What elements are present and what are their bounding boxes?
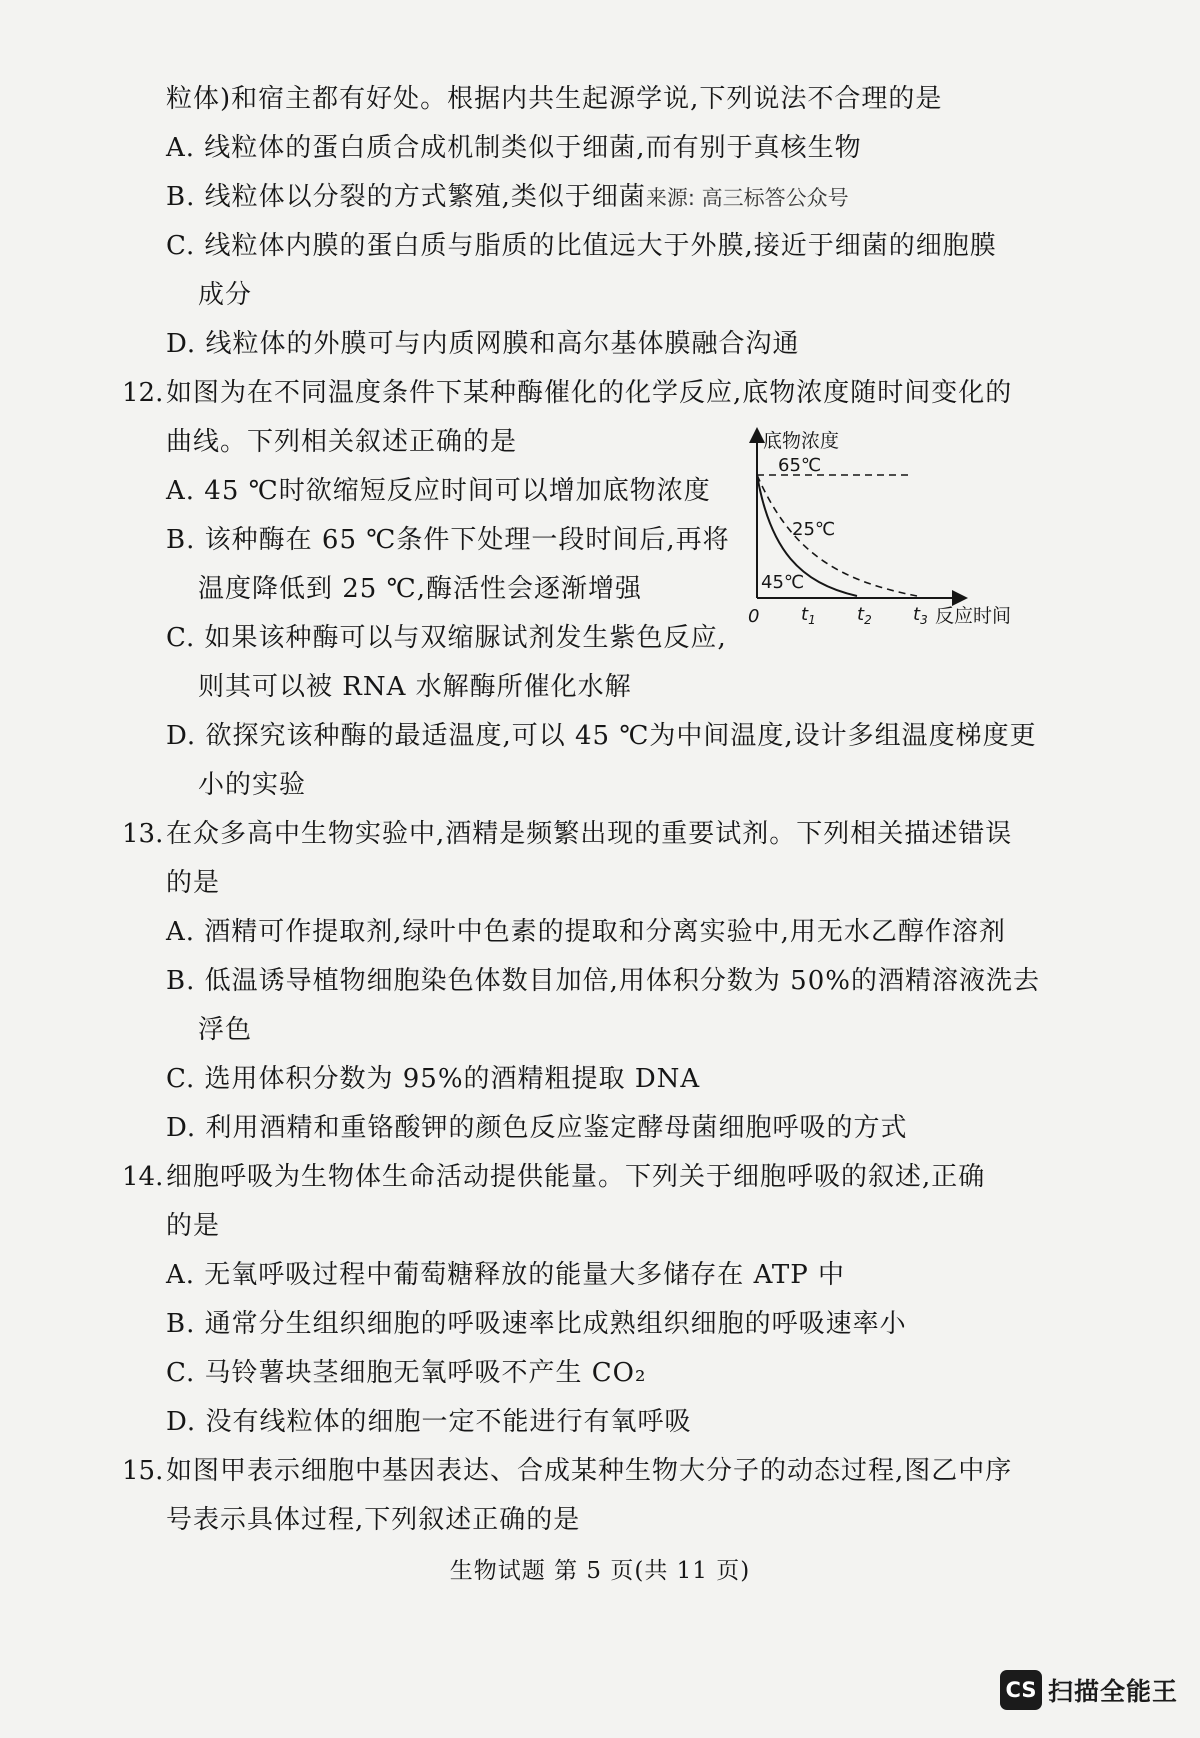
q15-number: 15.: [122, 1456, 164, 1486]
q12-stem-line1: 如图为在不同温度条件下某种酶催化的化学反应,底物浓度随时间变化的: [166, 378, 1013, 408]
source-note: 来源: 高三标答公众号: [645, 186, 849, 210]
y-axis-label: 底物浓度: [763, 430, 840, 452]
q15-stem-line2: 号表示具体过程,下列叙述正确的是: [166, 1505, 581, 1535]
q15-stem-line1: 如图甲表示细胞中基因表达、合成某种生物大分子的动态过程,图乙中序: [166, 1456, 1013, 1486]
q11-option-c-line2: 成分: [198, 280, 253, 310]
q11-option-c-line1: C. 线粒体内膜的蛋白质与脂质的比值远大于外膜,接近于细菌的细胞膜: [166, 231, 997, 261]
q13-option-a: A. 酒精可作提取剂,绿叶中色素的提取和分离实验中,用无水乙醇作溶剂: [166, 917, 1006, 947]
q12-number: 12.: [122, 378, 164, 408]
q14-option-b: B. 通常分生组织细胞的呼吸速率比成熟组织细胞的呼吸速率小: [166, 1309, 907, 1339]
q11-stem-continued: 粒体)和宿主都有好处。根据内共生起源学说,下列说法不合理的是: [166, 84, 943, 114]
q13-stem-line2: 的是: [166, 868, 221, 898]
q11-option-d: D. 线粒体的外膜可与内质网膜和高尔基体膜融合沟通: [166, 329, 800, 359]
label-25c: 25℃: [792, 519, 836, 540]
scanner-watermark-text: 扫描全能王: [1048, 1677, 1179, 1706]
q14-option-c: C. 马铃薯块茎细胞无氧呼吸不产生 CO₂: [166, 1358, 647, 1388]
x-axis-label: 反应时间: [935, 605, 1012, 627]
q12-option-a: A. 45 ℃时欲缩短反应时间可以增加底物浓度: [166, 476, 711, 506]
q13-option-b-line2: 浮色: [198, 1015, 253, 1045]
q12-option-b-line2: 温度降低到 25 ℃,酶活性会逐渐增强: [198, 574, 642, 604]
q12-option-c-line1: C. 如果该种酶可以与双缩脲试剂发生紫色反应,: [166, 623, 727, 653]
scanner-watermark: [1000, 1670, 1178, 1710]
q11-option-b: B. 线粒体以分裂的方式繁殖,类似于细菌来源: 高三标答公众号: [166, 182, 849, 212]
tick-t2: $t_2$: [857, 604, 872, 627]
tick-t1: $t_1$: [801, 604, 816, 627]
q12-stem-line2: 曲线。下列相关叙述正确的是: [166, 427, 518, 457]
q13-option-d: D. 利用酒精和重铬酸钾的颜色反应鉴定酵母菌细胞呼吸的方式: [166, 1113, 908, 1143]
q12-option-c-line2: 则其可以被 RNA 水解酶所催化水解: [198, 672, 632, 702]
page-footer: 生物试题 第 5 页(共 11 页): [449, 1558, 751, 1584]
q12-option-d-line1: D. 欲探究该种酶的最适温度,可以 45 ℃为中间温度,设计多组温度梯度更: [166, 721, 1037, 751]
origin-label: 0: [748, 606, 760, 627]
label-45c: 45℃: [761, 572, 805, 593]
q14-option-a: A. 无氧呼吸过程中葡萄糖释放的能量大多储存在 ATP 中: [166, 1260, 846, 1290]
q14-stem-line1: 细胞呼吸为生物体生命活动提供能量。下列关于细胞呼吸的叙述,正确: [166, 1162, 986, 1192]
q12-option-d-line2: 小的实验: [198, 770, 307, 800]
q14-number: 14.: [122, 1162, 164, 1192]
q12-option-b-line1: B. 该种酶在 65 ℃条件下处理一段时间后,再将: [166, 525, 730, 555]
q11-option-a: A. 线粒体的蛋白质合成机制类似于细菌,而有别于真核生物: [166, 133, 862, 163]
label-65c: 65℃: [778, 455, 822, 476]
q14-option-d: D. 没有线粒体的细胞一定不能进行有氧呼吸: [166, 1407, 692, 1437]
q13-option-c: C. 选用体积分数为 95%的酒精粗提取 DNA: [166, 1064, 701, 1094]
tick-t3: $t_3$: [913, 604, 928, 627]
q13-number: 13.: [122, 819, 164, 849]
substrate-concentration-graph: [745, 425, 1045, 640]
q13-option-b-line1: B. 低温诱导植物细胞染色体数目加倍,用体积分数为 50%的酒精溶液洗去: [166, 966, 1040, 996]
q14-stem-line2: 的是: [166, 1211, 221, 1241]
q13-stem-line1: 在众多高中生物实验中,酒精是频繁出现的重要试剂。下列相关描述错误: [166, 819, 1013, 849]
scanner-logo-icon: CS: [1000, 1670, 1042, 1710]
